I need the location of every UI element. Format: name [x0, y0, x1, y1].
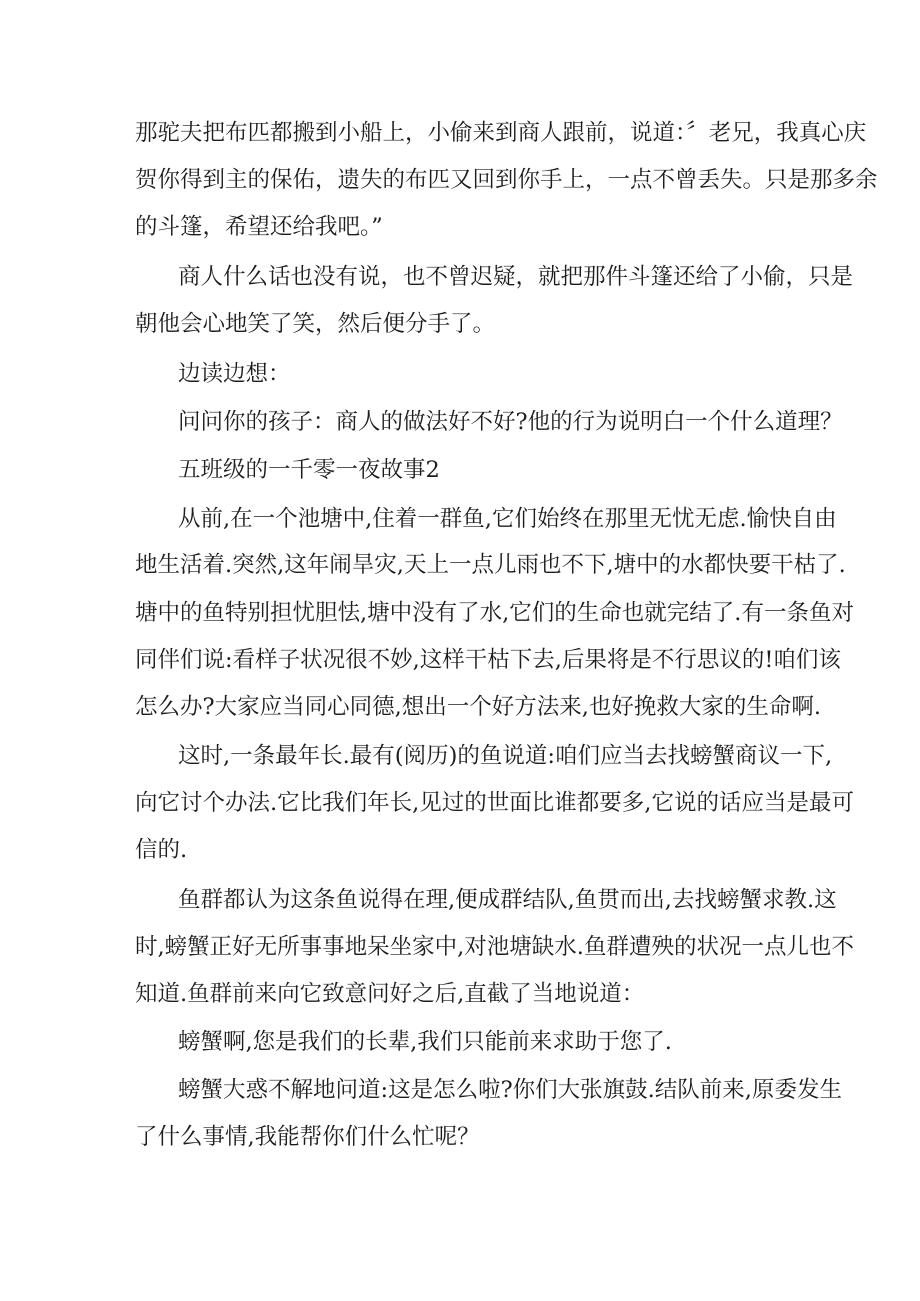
reading-question: 问问你的孩子：商人的做法好不好?他的行为说明白一个什么道理？	[178, 409, 843, 435]
text-line: 这时,一条最年长.最有(阅历)的鱼说道:咱们应当去找螃蟹商议一下,	[178, 743, 833, 769]
text-line: 知道.鱼群前来向它致意问好之后,直截了当地说道：	[135, 981, 645, 1007]
text-line: 螃蟹啊,您是我们的长辈,我们只能前来求助于您了.	[178, 1029, 672, 1055]
text-line: 向它讨个办法.它比我们年长,见过的世面比谁都要多,它说的话应当是最可	[135, 790, 854, 816]
text-line: 了什么事情,我能帮你们什么忙呢？	[135, 1124, 480, 1150]
reading-prompt-label: 边读边想：	[178, 361, 291, 387]
text-line: 时,螃蟹正好无所事事地呆坐家中,对池塘缺水.鱼群遭殃的状况一点儿也不	[135, 934, 854, 960]
text-line: 的斗篷，希望还给我吧。”	[135, 214, 383, 240]
text-line: 螃蟹大惑不解地问道:这是怎么啦?你们大张旗鼓.结队前来,原委发生	[178, 1077, 842, 1103]
text-line: 塘中的鱼特别担忧胆怯,塘中没有了水,它们的生命也就完结了.有一条鱼对	[135, 600, 854, 626]
story-title: 五班级的一千零一夜故事2	[178, 457, 440, 483]
text-line: 怎么办?大家应当同心同德,想出一个好方法来,也好挽救大家的生命啊.	[135, 694, 822, 720]
text-line: 鱼群都认为这条鱼说得在理,便成群结队,鱼贯而出,去找螃蟹求教.这	[178, 887, 837, 913]
text-line: 商人什么话也没有说，也不曾迟疑，就把那件斗篷还给了小偷，只是	[178, 264, 854, 290]
text-line: 同伴们说:看样子状况很不妙,这样干枯下去,后果将是不行思议的!咱们该	[135, 647, 841, 673]
text-line: 地生活着.突然,这年闹旱灾,天上一点儿雨也不下,塘中的水都快要干枯了.	[135, 552, 846, 578]
text-line: 信的.	[135, 837, 188, 863]
text-line: 朝他会心地笑了笑，然后便分手了。	[135, 311, 496, 337]
text-line: 贺你得到主的保佑，遗失的布匹又回到你手上，一点不曾丢失。只是那多余	[135, 167, 878, 193]
text-line: 那驼夫把布匹都搬到小船上，小偷来到商人跟前，说道：〞老兄，我真心庆	[135, 120, 867, 146]
text-line: 从前,在一个池塘中,住着一群鱼,它们始终在那里无忧无虑.愉快自由	[178, 506, 837, 532]
